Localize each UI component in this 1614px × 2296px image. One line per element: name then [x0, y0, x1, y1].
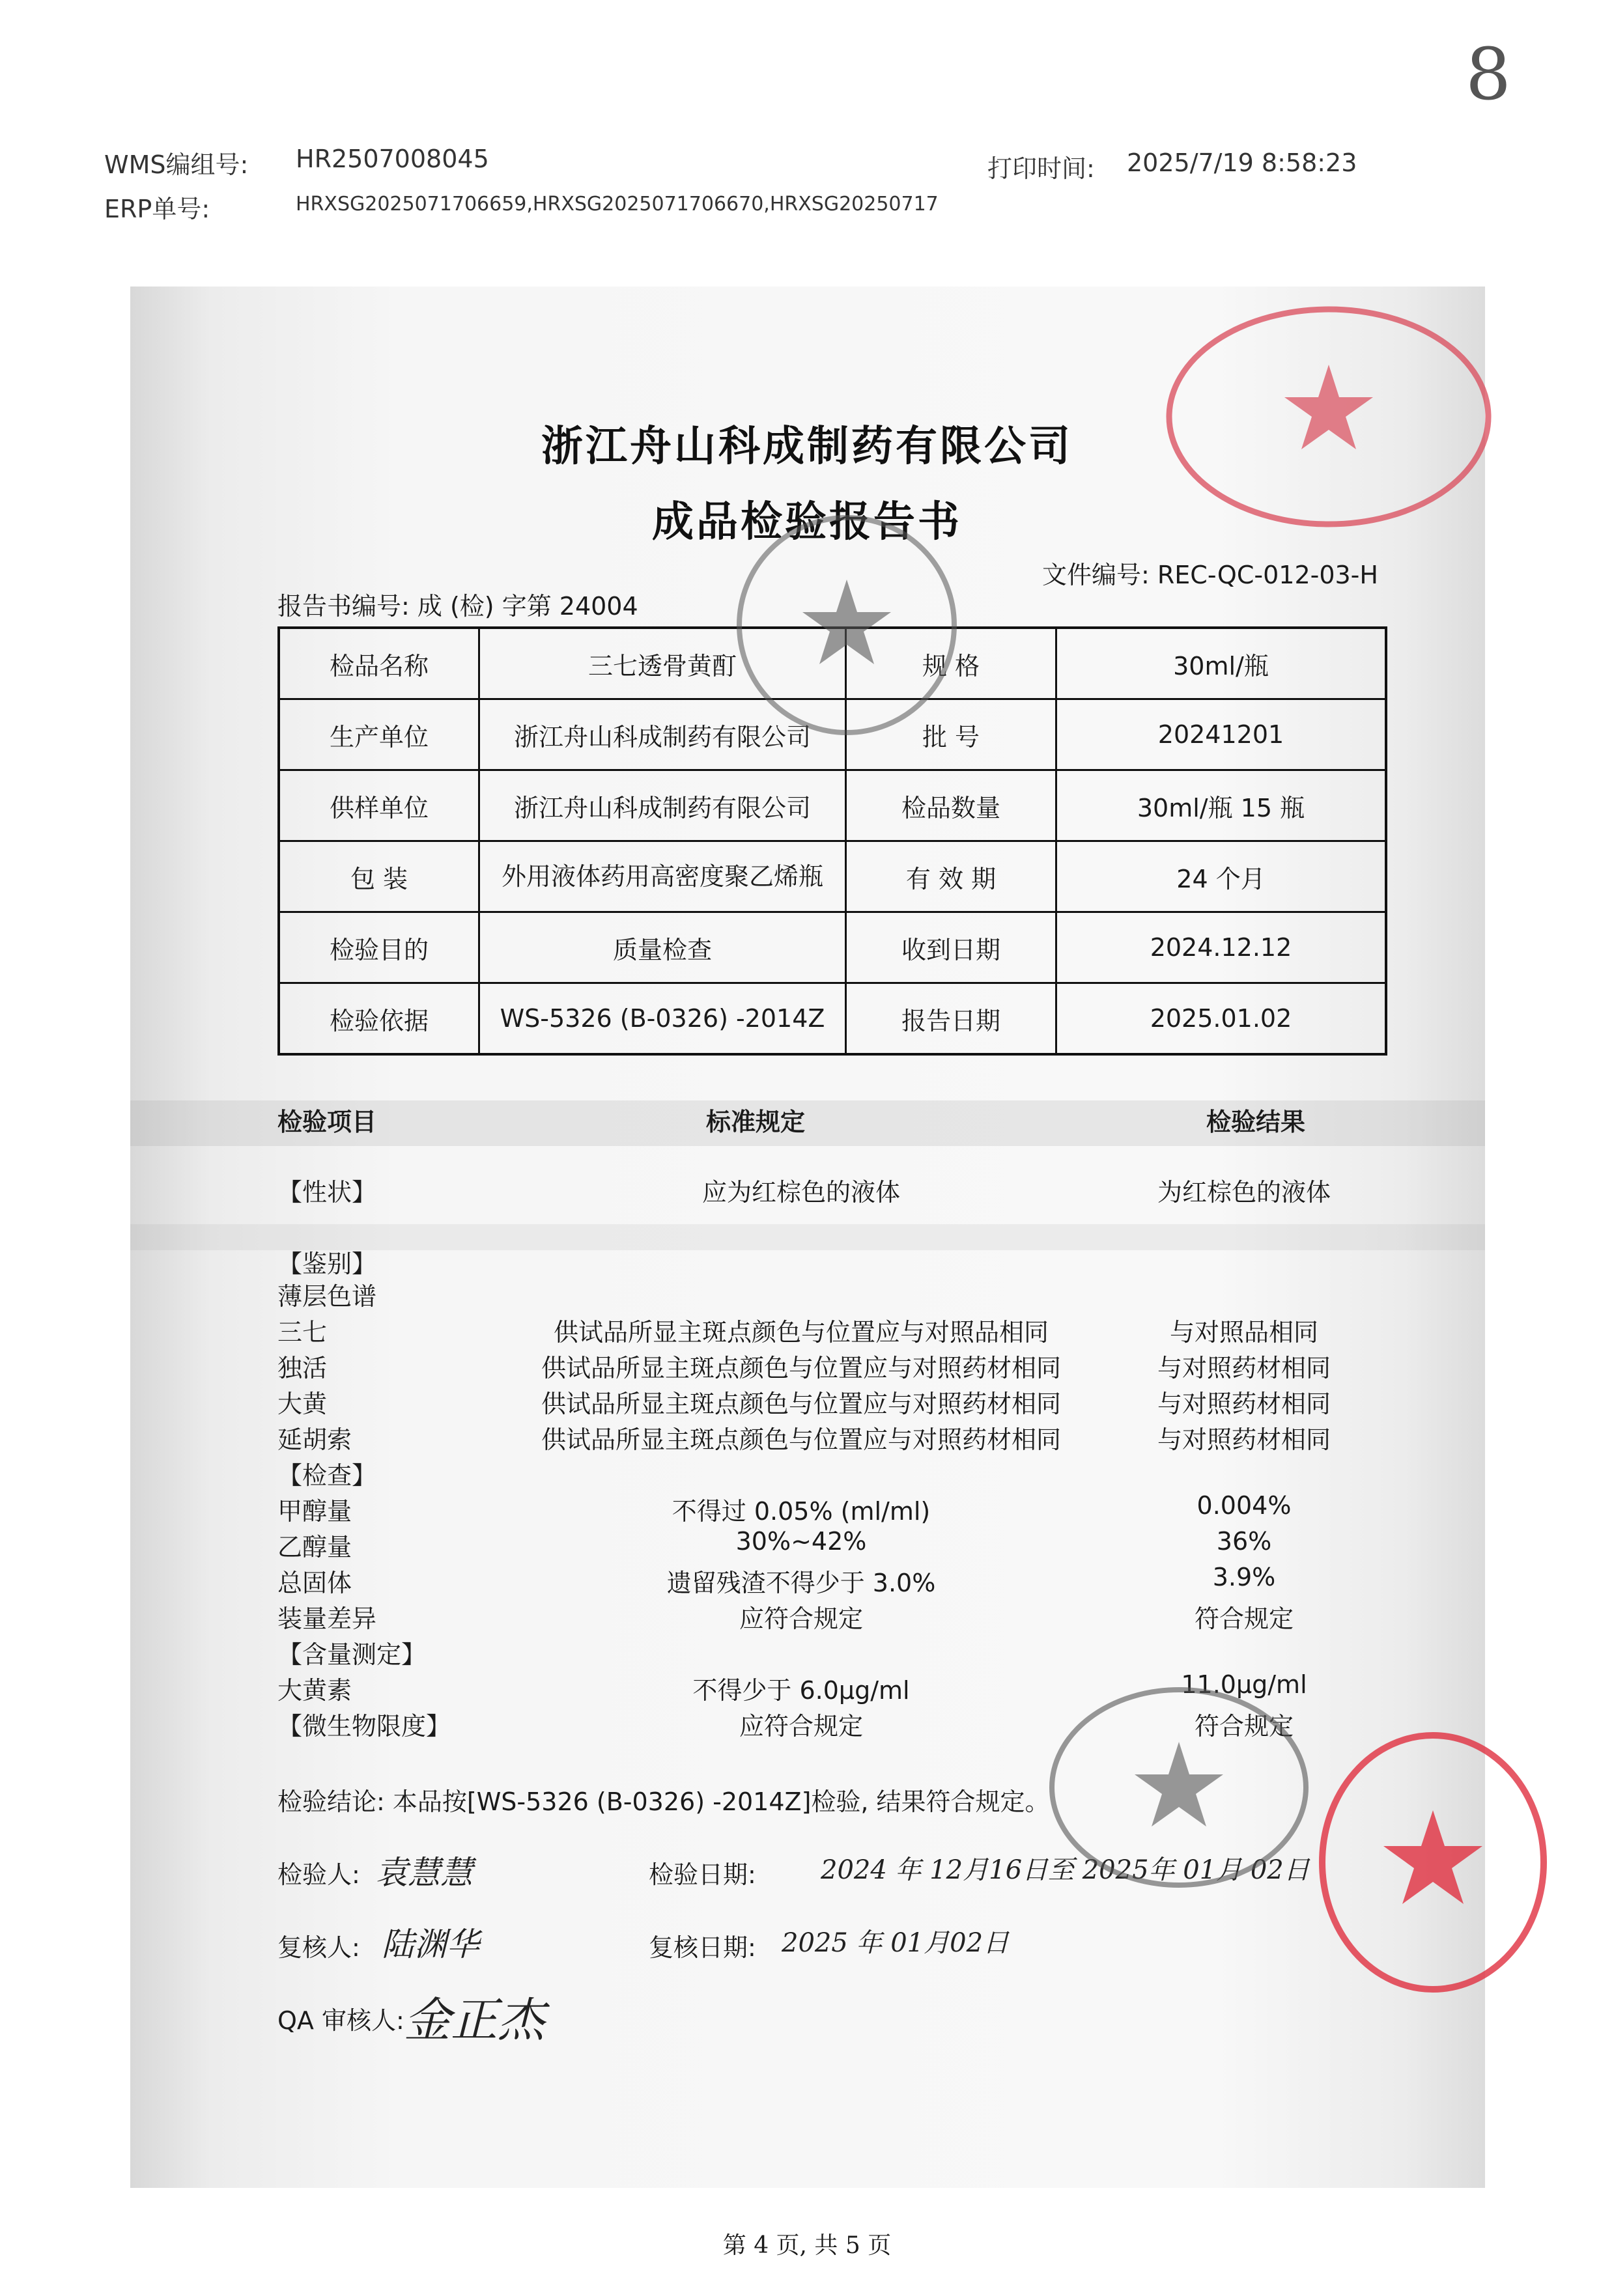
result-value: 11.0μg/ml: [1181, 1670, 1307, 1699]
field-label: 检验依据: [279, 983, 479, 1055]
result-item: 总固体: [277, 1569, 352, 1597]
result-item: 乙醇量: [277, 1533, 352, 1561]
qa-label: QA 审核人:: [277, 2006, 404, 2035]
inspect-date-value: 2024 年 12月16日至 2025年 01月 02日: [821, 1855, 1310, 1885]
field-label: 报告日期: [846, 983, 1056, 1055]
field-value: 质量检查: [479, 912, 846, 983]
result-item: 【性状】: [277, 1178, 377, 1207]
result-value: 3.9%: [1212, 1563, 1276, 1591]
result-value: 符合规定: [1194, 1712, 1294, 1741]
table-row: [279, 912, 1386, 983]
result-value: 与对照药材相同: [1157, 1425, 1331, 1454]
result-standard: 供试品所显主斑点颜色与位置应与对照药材相同: [541, 1354, 1062, 1382]
result-item: 【检查】: [277, 1461, 377, 1490]
wms-value: HR2507008045: [296, 145, 489, 173]
field-value: 24 个月: [1056, 841, 1387, 912]
field-value: 2025.01.02: [1056, 983, 1387, 1055]
review-date-value: 2025 年 01月02日: [782, 1928, 1010, 1958]
table-row: [279, 983, 1386, 1055]
result-value: 36%: [1216, 1527, 1272, 1556]
result-item: 大黄素: [277, 1676, 352, 1705]
quality-department-seal: [1159, 300, 1498, 534]
field-value: WS-5326 (B-0326) -2014Z: [479, 983, 846, 1055]
qa-signature: 金正杰: [404, 1993, 545, 2047]
field-value: 20241201: [1056, 699, 1387, 770]
field-label: 检品名称: [279, 628, 479, 699]
result-standard: 不得过 0.05% (ml/ml): [672, 1497, 931, 1526]
result-standard: 遗留残渣不得少于 3.0%: [666, 1569, 936, 1597]
result-standard: 30%~42%: [735, 1527, 867, 1556]
field-label: 规 格: [846, 628, 1056, 699]
result-item: 【鉴别】: [277, 1250, 377, 1278]
results-header-item: 检验项目: [277, 1108, 377, 1136]
field-value: 浙江舟山科成制药有限公司: [479, 699, 846, 770]
reviewer-label: 复核人:: [277, 1933, 360, 1962]
file-number: 文件编号: REC-QC-012-03-H: [1042, 561, 1378, 589]
result-standard: 应为红棕色的液体: [701, 1178, 901, 1207]
inspector-signature: 袁慧慧: [375, 1854, 473, 1892]
field-value: 2024.12.12: [1056, 912, 1387, 983]
result-value: 为红棕色的液体: [1157, 1178, 1331, 1207]
report-number: 报告书编号: 成 (检) 字第 24004: [277, 592, 638, 621]
field-value: 30ml/瓶 15 瓶: [1056, 770, 1387, 841]
result-value: 符合规定: [1194, 1604, 1294, 1633]
results-header-result: 检验结果: [1206, 1108, 1306, 1136]
result-standard: 应符合规定: [739, 1712, 864, 1741]
erp-label: ERP单号:: [104, 195, 210, 223]
result-item: 【微生物限度】: [277, 1712, 451, 1741]
result-standard: 应符合规定: [739, 1604, 864, 1633]
table-row: [279, 841, 1386, 912]
reviewer-signature: 陆渊华: [382, 1925, 479, 1963]
print-label: 打印时间:: [987, 154, 1095, 183]
conclusion: 检验结论: 本品按[WS-5326 (B-0326) -2014Z]检验, 结果符合规定。: [277, 1787, 1050, 1816]
result-item: 三七: [277, 1318, 328, 1347]
page-number: 第 4 页, 共 5 页: [722, 2232, 892, 2259]
result-item: 薄层色谱: [277, 1282, 377, 1311]
result-value: 0.004%: [1196, 1491, 1292, 1520]
result-value: 与对照品相同: [1169, 1318, 1319, 1347]
review-date-label: 复核日期:: [649, 1933, 756, 1962]
field-label: 批 号: [846, 699, 1056, 770]
result-item: 独活: [277, 1354, 328, 1382]
result-item: 甲醇量: [277, 1497, 352, 1526]
inspector-label: 检验人:: [277, 1860, 360, 1889]
result-item: 大黄: [277, 1390, 328, 1418]
field-label: 收到日期: [846, 912, 1056, 983]
print-value: 2025/7/19 8:58:23: [1127, 148, 1357, 177]
field-value: 浙江舟山科成制药有限公司: [479, 770, 846, 841]
result-item: 【含量测定】: [277, 1640, 427, 1669]
result-standard: 供试品所显主斑点颜色与位置应与对照药材相同: [541, 1390, 1062, 1418]
field-value: 三七透骨黄酊: [479, 628, 846, 699]
result-item: 延胡索: [277, 1425, 352, 1454]
company-quality-seal: [729, 508, 964, 742]
field-label: 供样单位: [279, 770, 479, 841]
erp-value: HRXSG2025071706659,HRXSG2025071706670,HRXSG20250717: [296, 193, 939, 216]
result-value: 与对照药材相同: [1157, 1354, 1331, 1382]
field-label: 包 装: [279, 841, 479, 912]
result-value: 与对照药材相同: [1157, 1390, 1331, 1418]
wms-label: WMS编组号:: [104, 150, 249, 179]
field-value: 30ml/瓶: [1056, 628, 1387, 699]
distributor-red-seal: [1309, 1726, 1557, 1999]
result-standard: 供试品所显主斑点颜色与位置应与对照药材相同: [541, 1425, 1062, 1454]
result-standard: 不得少于 6.0μg/ml: [692, 1676, 910, 1705]
field-label: 检验目的: [279, 912, 479, 983]
result-item: 装量差异: [277, 1604, 377, 1633]
table-row: [279, 770, 1386, 841]
document-title: 成品检验报告书: [652, 498, 962, 546]
field-value: 外用液体药用高密度聚乙烯瓶: [479, 841, 846, 912]
field-label: 检品数量: [846, 770, 1056, 841]
field-label: 生产单位: [279, 699, 479, 770]
result-standard: 供试品所显主斑点颜色与位置应与对照品相同: [553, 1318, 1049, 1347]
company-title: 浙江舟山科成制药有限公司: [541, 423, 1073, 471]
distributor-quality-seal: [1042, 1680, 1316, 1895]
results-header-standard: 标准规定: [706, 1108, 806, 1136]
corner-mark: 8: [1465, 33, 1511, 116]
inspect-date-label: 检验日期:: [649, 1860, 756, 1889]
field-label: 有 效 期: [846, 841, 1056, 912]
